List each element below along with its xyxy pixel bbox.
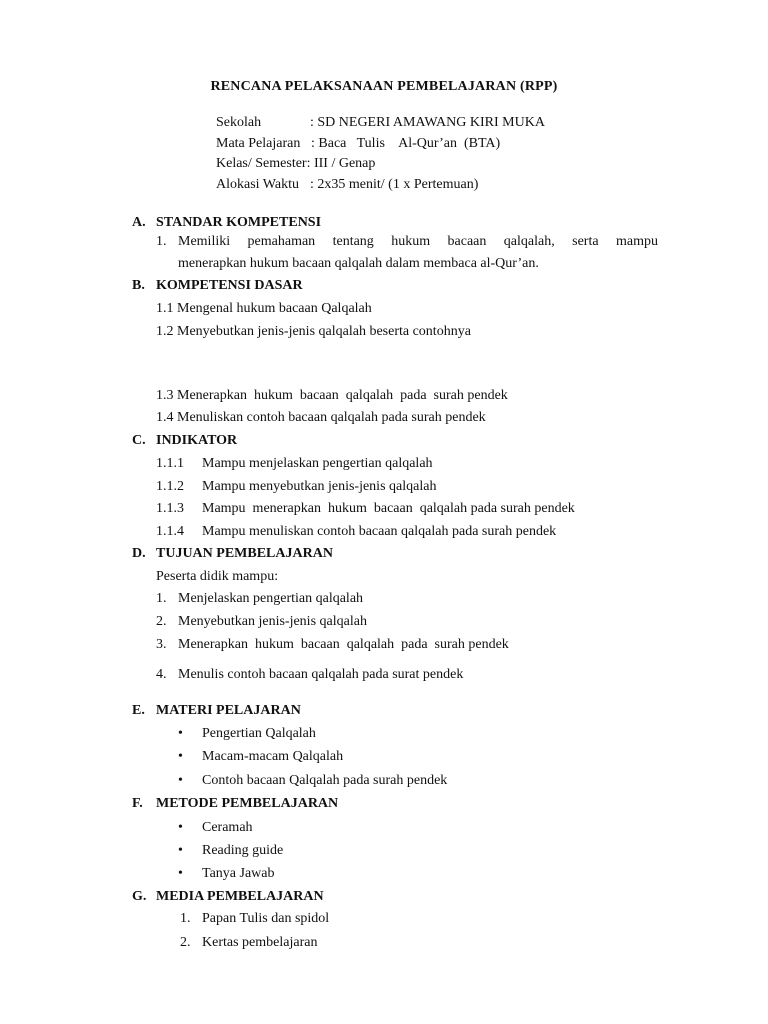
list-item [178, 772, 447, 790]
indicator-number: 1.1.4 [156, 524, 184, 539]
list-text: Papan Tulis dan spidol [202, 911, 330, 926]
list-item: 1.4 Menuliskan contoh bacaan qalqalah pada surah pendek [156, 410, 486, 425]
section-title: KOMPETENSI DASAR [156, 278, 303, 293]
list-text: Menulis contoh bacaan qalqalah pada surat pendek [178, 667, 464, 682]
list-item [178, 819, 253, 837]
header-value: : 2x35 menit/ (1 x Pertemuan) [310, 177, 479, 192]
bullet-icon: • [178, 726, 183, 741]
list-item [156, 500, 575, 518]
section-title: MEDIA PEMBELAJARAN [156, 889, 324, 904]
indicator-number: 1.1.2 [156, 479, 184, 494]
header-row-school [216, 114, 545, 132]
competency-line-1: Memiliki pemahaman tentang hukum bacaan qalqalah, serta mampu [178, 234, 658, 249]
indicator-text: Mampu menerapkan hukum bacaan qalqalah pada surah pendek [202, 501, 575, 516]
list-text: Menjelaskan pengertian qalqalah [178, 591, 364, 606]
header-label: Sekolah [216, 115, 262, 130]
indicator-text: Mampu menjelaskan pengertian qalqalah [202, 456, 433, 471]
list-item: 1.3 Menerapkan hukum bacaan qalqalah pada surah pendek [156, 388, 508, 403]
list-text: Ceramah [202, 820, 253, 835]
header-row-subject [216, 135, 500, 153]
list-number: 4. [156, 667, 167, 682]
section-title: MATERI PELAJARAN [156, 703, 301, 718]
section-letter: G. [132, 889, 147, 904]
section-letter: B. [132, 278, 145, 293]
list-item [178, 748, 343, 766]
list-item [156, 636, 509, 654]
list-number: 2. [156, 614, 167, 629]
header-row-class [216, 155, 375, 173]
list-item [178, 842, 283, 860]
bullet-icon: • [178, 749, 183, 764]
list-item [180, 910, 329, 928]
list-item [156, 455, 433, 473]
section-e-heading [132, 702, 301, 720]
header-value: : SD NEGERI AMAWANG KIRI MUKA [310, 115, 545, 130]
list-item [156, 478, 436, 496]
header-label: Kelas/ Semester [216, 156, 307, 171]
indicator-text: Mampu menuliskan contoh bacaan qalqalah pada surah pendek [202, 524, 557, 539]
list-item: 1.1 Mengenal hukum bacaan Qalqalah [156, 301, 372, 316]
list-number: 3. [156, 637, 167, 652]
list-item [156, 590, 363, 608]
section-f-heading [132, 795, 338, 813]
list-item [178, 725, 316, 743]
document-title: RENCANA PELAKSANAAN PEMBELAJARAN (RPP) [210, 79, 558, 94]
section-letter: A. [132, 215, 146, 230]
header-value: : III / Genap [306, 156, 376, 171]
header-row-time [216, 176, 478, 194]
list-item [180, 934, 317, 952]
list-text: Menerapkan hukum bacaan qalqalah pada surah pendek [178, 637, 509, 652]
section-letter: C. [132, 433, 146, 448]
list-item [156, 666, 463, 684]
list-number: 1. [180, 911, 191, 926]
list-item [178, 865, 275, 883]
section-title: METODE PEMBELAJARAN [156, 796, 339, 811]
list-text: Macam-macam Qalqalah [202, 749, 344, 764]
bullet-icon: • [178, 820, 183, 835]
list-item [156, 613, 367, 631]
section-b-heading [132, 277, 303, 295]
indicator-text: Mampu menyebutkan jenis-jenis qalqalah [202, 479, 437, 494]
list-text: Tanya Jawab [202, 866, 275, 881]
list-text: Menyebutkan jenis-jenis qalqalah [178, 614, 367, 629]
header-value: : Baca Tulis Al-Qur’an (BTA) [311, 136, 501, 151]
bullet-icon: • [178, 843, 183, 858]
list-text: Reading guide [202, 843, 284, 858]
header-label: Mata Pelajaran [216, 136, 301, 151]
section-title: INDIKATOR [156, 433, 238, 448]
section-intro: Peserta didik mampu: [156, 569, 279, 584]
list-number: 1. [156, 591, 167, 606]
indicator-number: 1.1.1 [156, 456, 184, 471]
section-g-heading [132, 888, 324, 906]
section-d-heading [132, 545, 333, 563]
competency-line-2: menerapkan hukum bacaan qalqalah dalam membaca al-Qur’an. [178, 256, 539, 271]
section-letter: F. [132, 796, 143, 811]
list-text: Pengertian Qalqalah [202, 726, 316, 741]
section-title: TUJUAN PEMBELAJARAN [156, 546, 333, 561]
section-letter: D. [132, 546, 146, 561]
section-c-heading [132, 432, 237, 450]
list-item [156, 523, 556, 541]
list-item-number: 1. [156, 234, 167, 249]
section-title: STANDAR KOMPETENSI [156, 215, 322, 230]
list-item: 1.2 Menyebutkan jenis-jenis qalqalah beserta contohnya [156, 324, 471, 339]
bullet-icon: • [178, 773, 183, 788]
section-letter: E. [132, 703, 145, 718]
indicator-number: 1.1.3 [156, 501, 184, 516]
section-a-heading [132, 214, 321, 232]
list-text: Kertas pembelajaran [202, 935, 318, 950]
list-number: 2. [180, 935, 191, 950]
header-label: Alokasi Waktu [216, 177, 299, 192]
bullet-icon: • [178, 866, 183, 881]
list-text: Contoh bacaan Qalqalah pada surah pendek [202, 773, 448, 788]
